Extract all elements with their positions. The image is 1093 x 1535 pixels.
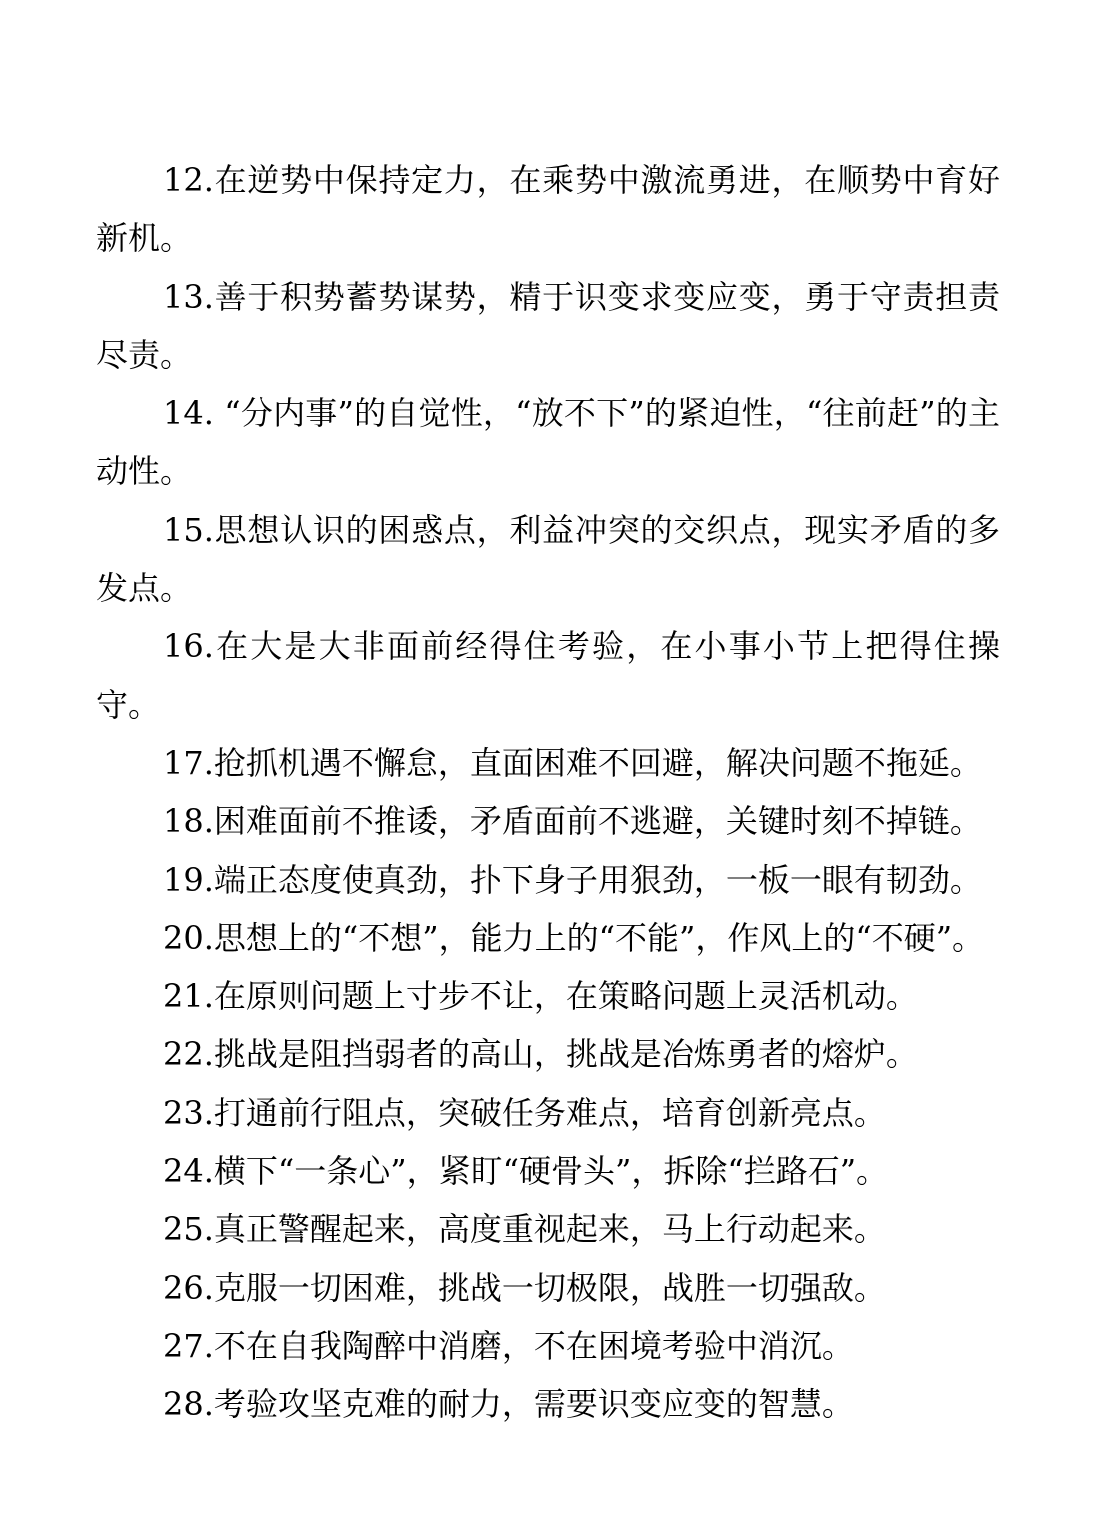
paragraph-20: 20.思想上的“不想”，能力上的“不能”，作风上的“不硬”。 — [163, 918, 985, 957]
paragraph-22: 22.挑战是阻挡弱者的高山，挑战是冶炼勇者的熔炉。 — [163, 1035, 918, 1074]
paragraph-19: 19.端正态度使真劲，扑下身子用狠劲，一板一眼有韧劲。 — [163, 860, 982, 899]
paragraph-23: 23.打通前行阻点，突破任务难点，培育创新亮点。 — [163, 1093, 886, 1132]
paragraph-27: 27.不在自我陶醉中消磨，不在困境考验中消沉。 — [163, 1326, 854, 1365]
paragraph-15: 15.思想认识的困惑点，利益冲突的交织点，现实矛盾的多发点。 — [96, 510, 1000, 608]
paragraph-18: 18.困难面前不推诿，矛盾面前不逃避，关键时刻不掉链。 — [163, 802, 982, 841]
paragraph-26: 26.克服一切困难，挑战一切极限，战胜一切强敌。 — [163, 1268, 886, 1307]
paragraph-24: 24.横下“一条心”，紧盯“硬骨头”，拆除“拦路石”。 — [163, 1152, 889, 1191]
paragraph-13: 13.善于积势蓄势谋势，精于识变求变应变，勇于守责担责尽责。 — [96, 277, 1000, 374]
paragraph-14: 14. “分内事”的自觉性，“放不下”的紧迫性，“往前赶”的主动性。 — [96, 394, 1000, 491]
paragraph-21: 21.在原则问题上寸步不让，在策略问题上灵活机动。 — [163, 977, 918, 1016]
paragraph-17: 17.抢抓机遇不懈怠，直面困难不回避，解决问题不拖延。 — [163, 743, 982, 782]
paragraph-28: 28.考验攻坚克难的耐力，需要识变应变的智慧。 — [163, 1385, 854, 1424]
paragraph-12: 12.在逆势中保持定力，在乘势中激流勇进，在顺势中育好新机。 — [96, 161, 1000, 258]
paragraph-16: 16.在大是大非面前经得住考验，在小事小节上把得住操守。 — [96, 627, 1000, 724]
document-body — [96, 151, 1000, 1434]
paragraph-25: 25.真正警醒起来，高度重视起来，马上行动起来。 — [163, 1210, 886, 1249]
